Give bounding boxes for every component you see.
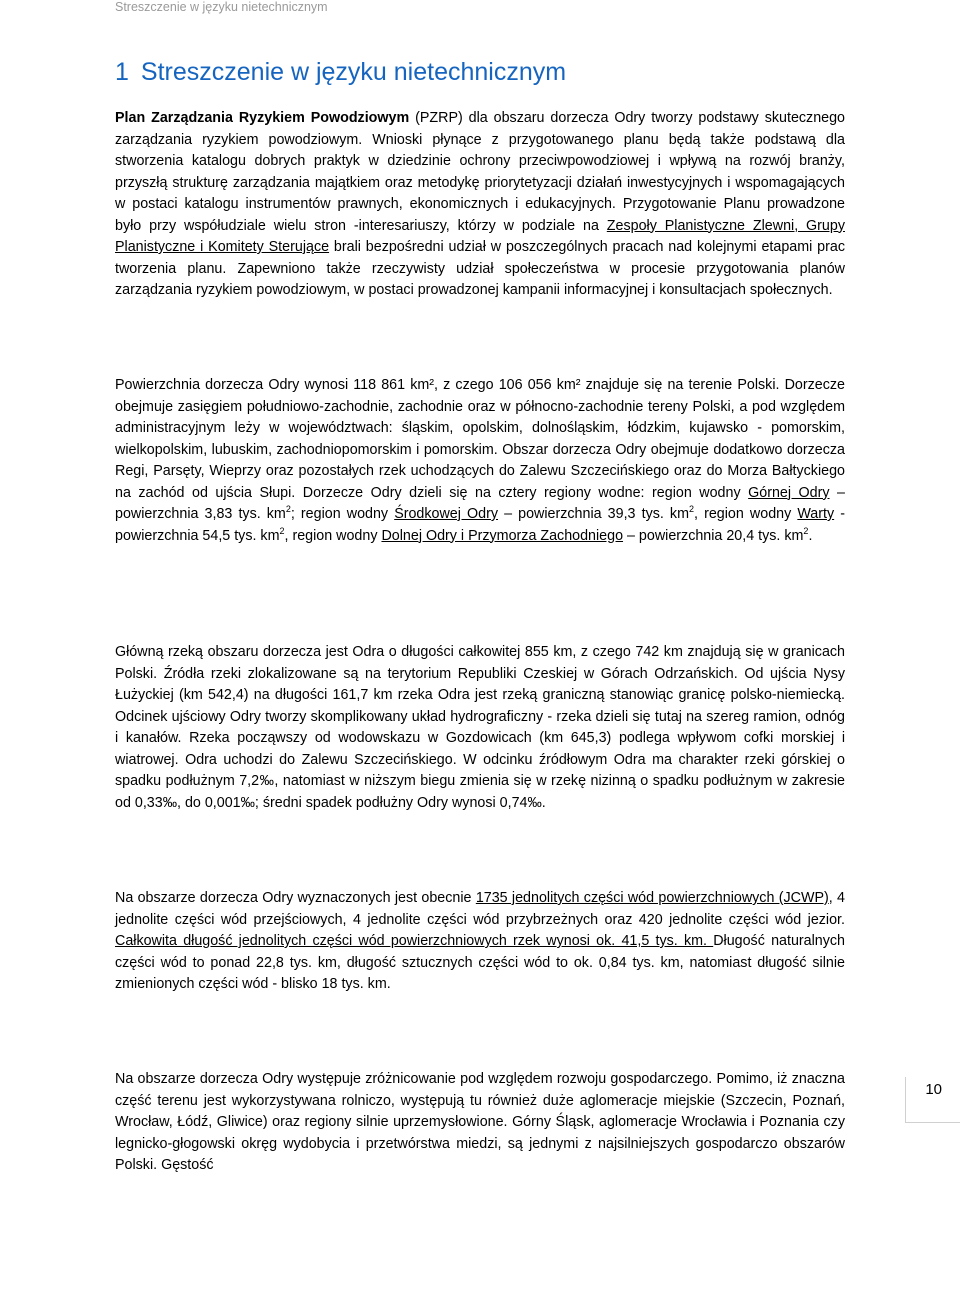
superscript: 2	[803, 525, 809, 536]
jcwp-count-underlined: 1735 jednolitych części wód powierzchniowych (JCWP)	[475, 890, 829, 906]
paragraph-odra-river: Główną rzeką obszaru dorzecza jest Odra o długości całkowitej 855 km, z czego 742 km znajdują się w granicach Polski. Źródła rzeki zlokalizowane są na terytorium Republiki Czeskiej w Górach Odrzańskich. Od ujścia Nysy Łużyckiej (km 542,4) na długości 161,7 km rzeka Odra jest rzeką graniczną stanowiąc granicę polsko-niemiecką. Odcinek ujściowy Odry tworzy skomplikowany układ hydrograficzny - rzeka dzieli się tutaj na szereg ramion, odnóg i kanałów. Rzeka począwszy od wodowskazu w Gozdowicach (km 645,3) podlega wpływom cofki morskiej i wiatrowej. Odra uchodzi do Zalewu Szczecińskiego. W odcinku źródłowym Odra ma charakter rzeki górskiej o spadku podłużnym 7,2‰, natomiast w niższym biegu zmienia się w rzekę nizinną o spadku podłużnym w zakresie od 0,33‰, do 0,001‰; średni spadek podłużny Odry wynosi 0,74‰.	[115, 644, 845, 811]
text-run: - powierzchnia 54,5 tys. km	[115, 506, 845, 544]
text-run: , region wodny	[284, 527, 382, 544]
text-run: Powierzchnia dorzecza Odry wynosi 118 861 km², z czego 106 056 km² znajduje się na terenie Polski. Dorzecze obejmuje zasięgiem południowo-zachodnie, zachodnie oraz w północno-zachodnie tereny Polski, a pod względem administracyjnym leży w województwach: śląskim, opolskim, dolnośląskim, łódzkim, kujawsko - pomorskim, wielkopolskim, lubuskim, zachodniopomorskim i pomorskim. Obszar dorzecza Odry obejmuje dodatkowo dorzecza Regi, Parsęty, Wieprzy oraz pozostałych rzek uchodzących do Zalewu Szczecińskiego oraz do Morza Bałtyckiego na zachód od ujścia Słupi. Dorzecze Odry dzieli się na cztery regiony wodne: region wodny	[115, 377, 845, 501]
running-header: Streszczenie w języku nietechnicznym	[115, 0, 328, 14]
text-run: Długość naturalnych części wód to ponad 22,8 tys. km, długość sztucznych części wód to ok. 0,84 tys. km, natomiast długość silnie zmienionych części wód - blisko 18 tys. km.	[115, 933, 845, 992]
section-title-text: Streszczenie w języku nietechnicznym	[140, 58, 567, 86]
total-length-underlined: Całkowita długość jednolitych części wód powierzchniowych rzek wynosi ok. 41,5 tys. km.	[115, 933, 714, 949]
text-run: .	[808, 527, 813, 544]
paragraph-basin-area	[115, 375, 845, 547]
text-run: , region wodny	[694, 506, 798, 522]
region-lower-odra: Dolnej Odry i Przymorza Zachodniego	[381, 527, 624, 544]
superscript: 2	[285, 504, 291, 515]
superscript: 2	[689, 504, 695, 515]
paragraph-water-bodies	[115, 888, 845, 996]
plan-name-bold: Plan Zarządzania Ryzykiem Powodziowym	[115, 110, 410, 126]
page-number-tab	[905, 1077, 960, 1123]
text-run: ; region wodny	[290, 506, 395, 522]
text-run: – powierzchnia 20,4 tys. km	[623, 527, 804, 544]
text-run: brali bezpośredni udział w poszczególnych pracach nad kolejnymi etapami prac tworzenia planu. Zapewniono także rzeczywisty udział społeczeństwa w procesie przygotowania planów zarządzania ryzykiem powodziowym, w postaci prowadzonej kampanii informacyjnej i konsultacjach społecznych.	[115, 239, 845, 298]
region-warta: Warty	[797, 506, 835, 522]
planning-teams-underlined: Zespoły Planistyczne Zlewni, Grupy Planistyczne i Komitety Sterujące	[115, 217, 845, 255]
superscript: 2	[279, 525, 285, 536]
text-run: – powierzchnia 39,3 tys. km	[498, 506, 689, 522]
region-upper-odra: Górnej Odry	[748, 484, 830, 501]
page-number: 10	[925, 1081, 942, 1098]
paragraph-flood-risk-plan	[115, 108, 845, 302]
section-number: 1	[115, 58, 129, 86]
text-run: , 4 jednolite części wód przejściowych, 4 jednolite części wód przybrzeżnych oraz 420 jednolite części wód jezior.	[115, 890, 845, 928]
region-middle-odra: Środkowej Odry	[394, 506, 499, 522]
text-run: Na obszarze dorzecza Odry wyznaczonych jest obecnie	[115, 890, 476, 906]
text-run: (PZRP) dla obszaru dorzecza Odry tworzy podstawy skutecznego zarządzania ryzykiem powodziowym. Wnioski płynące z przygotowanego planu będą także podstawą dla stworzenia katalogu dobrych praktyk w dziedzinie ochrony przeciwpowodziowej i wpływą na rozwój branży, przyszłą strukturę zarządzania majątkiem oraz metodykę priorytetyzacji działań inwestycyjnych i wspomagających w postaci katalogu instrumentów prawnych, ekonomicznych i edukacyjnych. Przygotowanie Planu prowadzone było przy współudziale wielu stron -interesariuszy, którzy w podziale na	[115, 110, 845, 234]
paragraph-economic-development: Na obszarze dorzecza Odry występuje zróżnicowanie pod względem rozwoju gospodarczego. Pomimo, iż znaczna część terenu jest wykorzystywana rolniczo, występują tu również duże aglomeracje miejskie (Szczecin, Poznań, Wrocław, Łódź, Gliwice) oraz regiony silnie uprzemysłowione. Górny Śląsk, aglomeracje Wrocławia i Poznania czy legnicko-głogowski okręg wydobycia i przetwórstwa miedzi, są jednymi z najsilniejszych gospodarczo obszarów Polski. Gęstość	[115, 1071, 845, 1173]
text-run: – powierzchnia 3,83 tys. km	[115, 484, 845, 522]
section-title	[115, 55, 566, 89]
